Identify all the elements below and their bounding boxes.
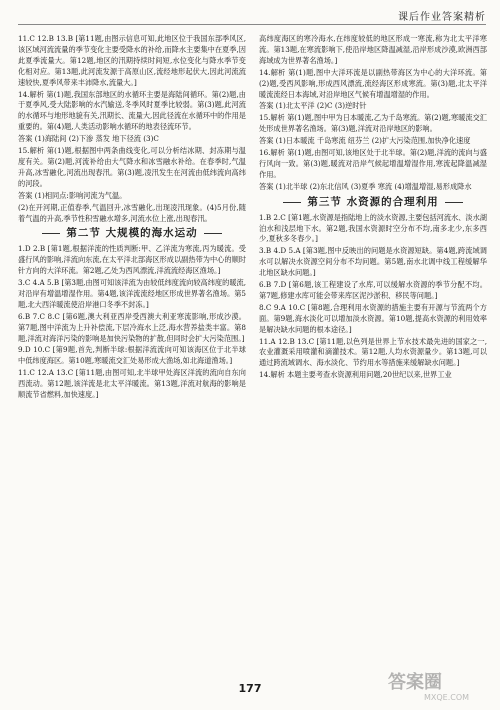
answer-block: (2)在开河期,正值春季,气温回升,冰雪融化,出现凌汛现象。(4)5月份,随着气温的升高,季节性积雪融水增多,河流水位上涨,出现春汛。	[18, 202, 246, 223]
page-number: 177	[238, 682, 262, 695]
answer-block: 14.解析 本题主要考查水资源利用问题,20世纪以来,世界工业	[259, 370, 452, 380]
answer-block: 14.解析 第(1)题,图中大洋环流是以副热带海区为中心的大洋环流。第(2)题,受西风影响,形成西风漂流,流经海区形成寒流。第(3)题,北太平洋暖流流经日本海域,对沿岸地区气候有增温增湿的作用。	[259, 67, 487, 99]
section-title: 第二节 大规模的海水运动	[18, 228, 246, 239]
answer-block: 1.B 2.C [第1题,水资源是指陆地上的淡水资源,主要包括河流水、淡水湖泊水和浅层地下水。第2题,我国水资源时空分布不均,南多北少,东多西少,夏秋多冬春少。]	[259, 212, 487, 244]
answer-line: 答案 (1)北半球 (2)东北信风 (3)夏季 寒流 (4)增温增湿,易形成降水	[259, 181, 472, 191]
answer-block: 11.C 12.B 13.B [第11题,由图示信息可知,此地区位于我国东部季风区,该区域河流流量的季节变化主要受降水的补给,而降水主要集中在夏季,因此夏季流量大。第12题,地区的汛期持续时间短,水位变化与降水季节变化相对应。第13题,此河流发源于高原山区,流经地形起伏大,因此河流流速较快,夏季风带来丰沛降水,流量大。]	[18, 34, 246, 87]
answer-block: 15.解析 第(1)题,根据图中两条曲线变化,可以分析结冰期、封冻期与温度有关。第(2)题,河流补给由大气降水和冰雪融水补给。在春季时,气温升高,冰雪融化,河流出现春汛。第(3)题,凌汛发生在河流由低纬流向高纬的河段。	[18, 146, 246, 188]
answer-block: 11.A 12.B 13.C [第11题,以色列是世界上节水技术最先进的国家之一,农业灌溉采用喷灌和滴灌技术。第12题,人均水资源量少。第13题,可以通过跨流域调水、海水淡化、节约用水等措施来缓解缺水问题。]	[259, 336, 487, 368]
watermark-text: 答案圈	[388, 672, 442, 693]
answer-line: 答案 (1)海陆间 (2)下渗 蒸发 地下径流 (3)C	[18, 134, 159, 144]
answer-block: 6.B 7.C 8.C [第6题,澳大利亚西岸受西澳大利亚寒流影响,形成沙漠。第7题,图中洋流为上升补偿流,下层冷海水上泛,海水营养盐类丰富。第8题,洋流对海洋污染的影响是加快污染物的扩散,但同时会扩大污染范围。]	[18, 311, 246, 343]
answer-line: 答案 (1)北太平洋 (2)C (3)逆时针	[259, 101, 367, 111]
answer-block: 3.B 4.D 5.A [第3题,图中反映出的问题是水资源短缺。第4题,跨流域调水可以解决水资源空间分布不均问题。第5题,南水北调中线工程缓解华北地区缺水问题。]	[259, 246, 487, 278]
answer-line: 答案 (1)相同点:影响河流为气温。	[18, 190, 127, 200]
answer-block: 9.D 10.C [第9题,首先,判断半球:根据洋流流向可知该海区位于北半球中低纬度海区。第10题,寒暖流交汇处易形成大渔场,如北海道渔场。]	[18, 345, 246, 366]
answer-block: 15.解析 第(1)题,图中甲为日本暖流,乙为千岛寒流。第(2)题,寒暖流交汇处形成世界著名渔场。第(3)题,洋流对沿岸地区的影响。	[259, 113, 487, 134]
running-header: 课后作业答案精析	[398, 12, 486, 23]
answer-block: 高纬度海区的寒冷海水,在纬度较低的地区形成一寒流,称为北太平洋寒流。第13题,在寒流影响下,使沿岸地区降温减湿,沿岸形成沙漠,欧洲西部海域成为世界著名渔场。]	[259, 34, 487, 65]
section-title: 第三节 水资源的合理利用	[259, 197, 487, 208]
answer-block: 14.解析 第(1)题,我国东部地区的水循环主要是海陆间循环。第(2)题,由于夏季风,受大陆影响的水汽输送,冬季风时夏季比较弱。第(3)题,此河流的水循环与地形地貌有关,汛期长、流量大,因此径流在水循环中的作用是重要的。第(4)题,人类活动影响水循环的地表径流环节。	[18, 89, 246, 132]
answer-block: 16.解析 第(1)题,由图可知,该地区处于北半球。第(2)题,洋流的流向与盛行风向一致。第(3)题,暖流对沿岸气候起增温增湿作用,寒流起降温减湿作用。	[259, 148, 487, 179]
right-column	[259, 34, 487, 382]
answer-block: 3.C 4.A 5.B [第3题,由图可知该洋流为由较低纬度流向较高纬度的暖流,对沿岸有增温增湿作用。第4题,该洋流流经地区形成世界著名渔场。第5题,北大西洋暖流使沿岸港口冬季不封冻。]	[18, 278, 246, 309]
watermark-subtext: MXQE.COM	[424, 693, 470, 702]
watermark-logo	[384, 668, 492, 704]
answer-block: 1.D 2.B [第1题,根据洋流的性质判断:甲、乙洋流为寒流,丙为暖流。受盛行风的影响,洋流向东流,在太平洋北部海区形成以副热带为中心的顺时针方向的大洋环流。第2题,乙处为西风漂流,洋流流经海区渔场。]	[18, 244, 246, 276]
answer-block: 11.C 12.A 13.C [第11题,由图可知,北半球甲处海区洋流的流向自东向西流动。第12题,该洋流是北太平洋暖流。第13题,洋流对航海的影响是顺流节省燃料,加快速度。]	[18, 368, 246, 400]
answer-block: 6.B 7.D [第6题,该工程建设了水库,可以缓解水资源的季节分配不均。第7题,修建水库可能会带来库区泥沙淤积、移民等问题。]	[259, 280, 487, 300]
answer-block: 8.C 9.A 10.C [第8题,合理利用水资源的措施主要有开源与节流两个方面。第9题,海水淡化可以增加淡水资源。第10题,提高水资源的利用效率是解决缺水问题的根本途径。]	[259, 302, 487, 334]
answer-line: 答案 (1)日本暖流 千岛寒流 纽芬兰 (2)扩大污染范围,加快净化速度	[259, 136, 471, 146]
header-rule	[18, 24, 486, 25]
left-column	[18, 34, 246, 402]
